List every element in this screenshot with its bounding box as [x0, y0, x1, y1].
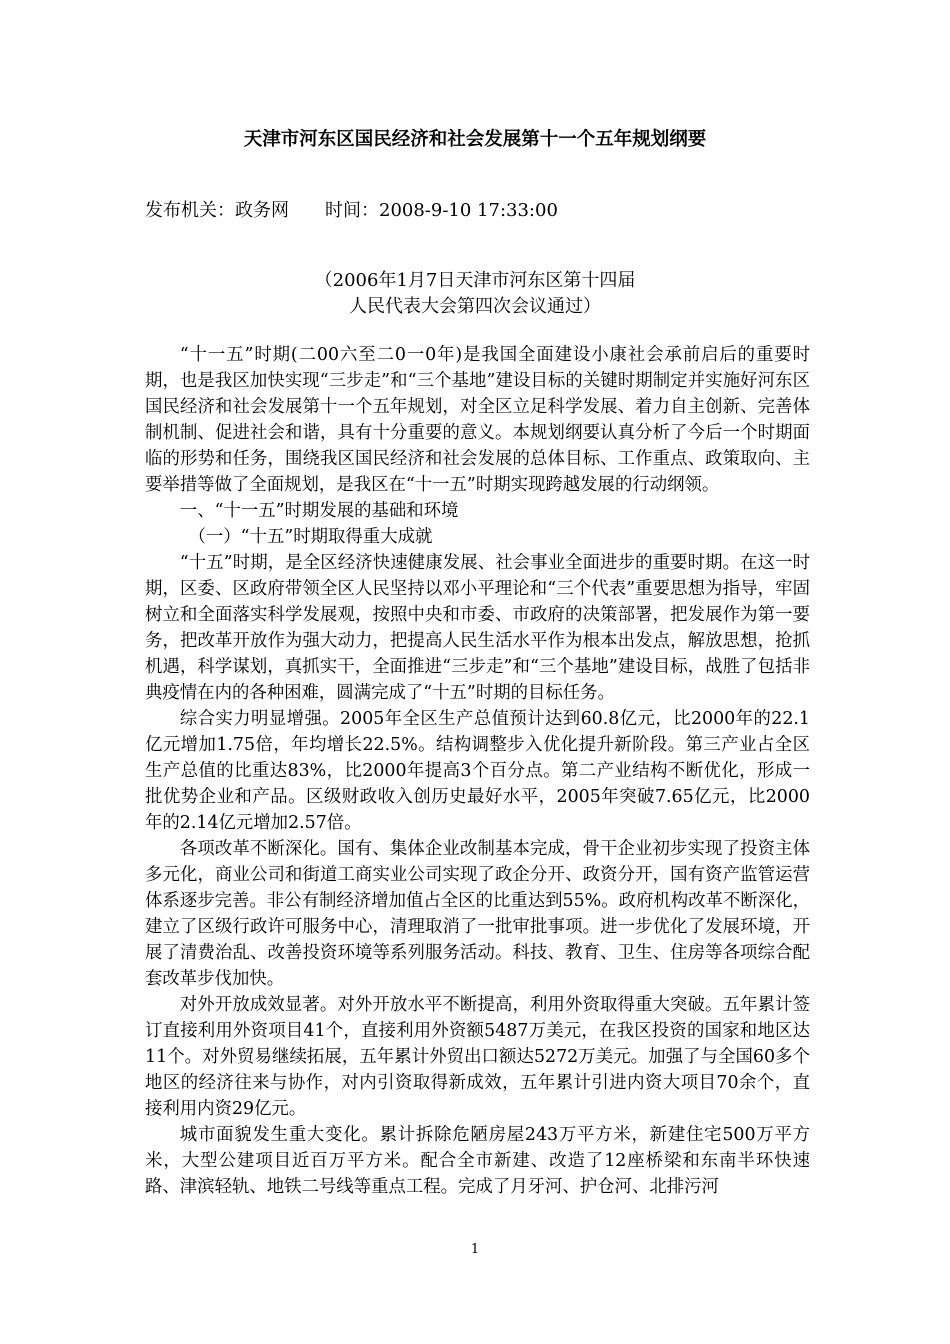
- paragraph-strength: 综合实力明显增强。2005年全区生产总值预计达到60.8亿元，比2000年的22.1亿元增加1.75倍，年均增长22.5%。结构调整步入优化提升新阶段。第三产业占全区生产总值的比重达83%，比2000年提高3个百分点。第二产业结构不断优化，形成一批优势企业和产品。区级财政收入创历史最好水平，2005年突破7.65亿元，比2000年的2.14亿元增加2.57倍。: [145, 709, 810, 833]
- document-body: [145, 342, 810, 1200]
- paragraph-achievements: “十五”时期，是全区经济快速健康发展、社会事业全面进步的重要时期。在这一时期，区委、区政府带领全区人民坚持以邓小平理论和“三个代表”重要思想为指导，牢固树立和全面落实科学发展观，按照中央和市委、市政府的决策部署，把发展作为第一要务，把改革开放作为强大动力，把提高人民生活水平作为根本出发点，解放思想，抢抓机遇，科学谋划，真抓实干，全面推进“三步走”和“三个基地”建设目标，战胜了包括非典疫情在内的各种困难，圆满完成了“十五”时期的目标任务。: [145, 553, 810, 703]
- subtitle-line-2: 人民代表大会第四次会议通过）: [349, 296, 601, 317]
- paragraph-reform: 各项改革不断深化。国有、集体企业改制基本完成，骨干企业初步实现了投资主体多元化，商业公司和街道工商实业公司实现了政企分开、政资分开，国有资产监管运营体系逐步完善。非公有制经济增加值占全区的比重达到55%。政府机构改革不断深化，建立了区级行政许可服务中心，清理取消了一批审批事项。进一步优化了发展环境，开展了清费治乱、改善投资环境等系列服务活动。科技、教育、卫生、住房等各项综合配套改革步伐加快。: [145, 839, 810, 989]
- page-number: 1: [470, 1242, 480, 1257]
- publish-time: 时间：2008-9-10 17:33:00: [325, 200, 558, 221]
- publisher-label: 发布机关：政务网: [145, 200, 289, 221]
- subtitle-line-1: （2006年1月7日天津市河东区第十四届: [314, 270, 636, 291]
- paragraph-city: 城市面貌发生重大变化。累计拆除危陋房屋243万平方米，新建住宅500万平方米，大型公建项目近百万平方米。配合全市新建、改造了12座桥梁和东南半环快速路、津滨轻轨、地铁二号线等重点工程。完成了月牙河、护仓河、北排污河: [145, 1125, 810, 1197]
- document-subtitle: [0, 268, 950, 320]
- section-heading-1: 一、“十一五”时期发展的基础和环境: [179, 501, 459, 521]
- publish-info: [145, 198, 558, 224]
- document-title: 天津市河东区国民经济和社会发展第十一个五年规划纲要: [243, 129, 707, 150]
- subsection-heading-1: （一）“十五”时期取得重大成就: [188, 527, 433, 547]
- paragraph-opening: 对外开放成效显著。对外开放水平不断提高，利用外资取得重大突破。五年累计签订直接利用外资项目41个，直接利用外资额5487万美元，在我区投资的国家和地区达11个。对外贸易继续拓展，五年累计外贸出口额达5272万美元。加强了与全国60多个地区的经济往来与协作，对内引资取得新成效，五年累计引进内资大项目70余个，直接利用内资29亿元。: [145, 995, 810, 1119]
- intro-paragraph: “十一五”时期(二00六至二0一0年)是我国全面建设小康社会承前启后的重要时期，也是我区加快实现“三步走”和“三个基地”建设目标的关键时期制定并实施好河东区国民经济和社会发展第十一个五年规划，对全区立足科学发展、着力自主创新、完善体制机制、促进社会和谐，具有十分重要的意义。本规划纲要认真分析了今后一个时期面临的形势和任务，围绕我区国民经济和社会发展的总体目标、工作重点、政策取向、主要举措等做了全面规划，是我区在“十一五”时期实现跨越发展的行动纲领。: [145, 345, 810, 495]
